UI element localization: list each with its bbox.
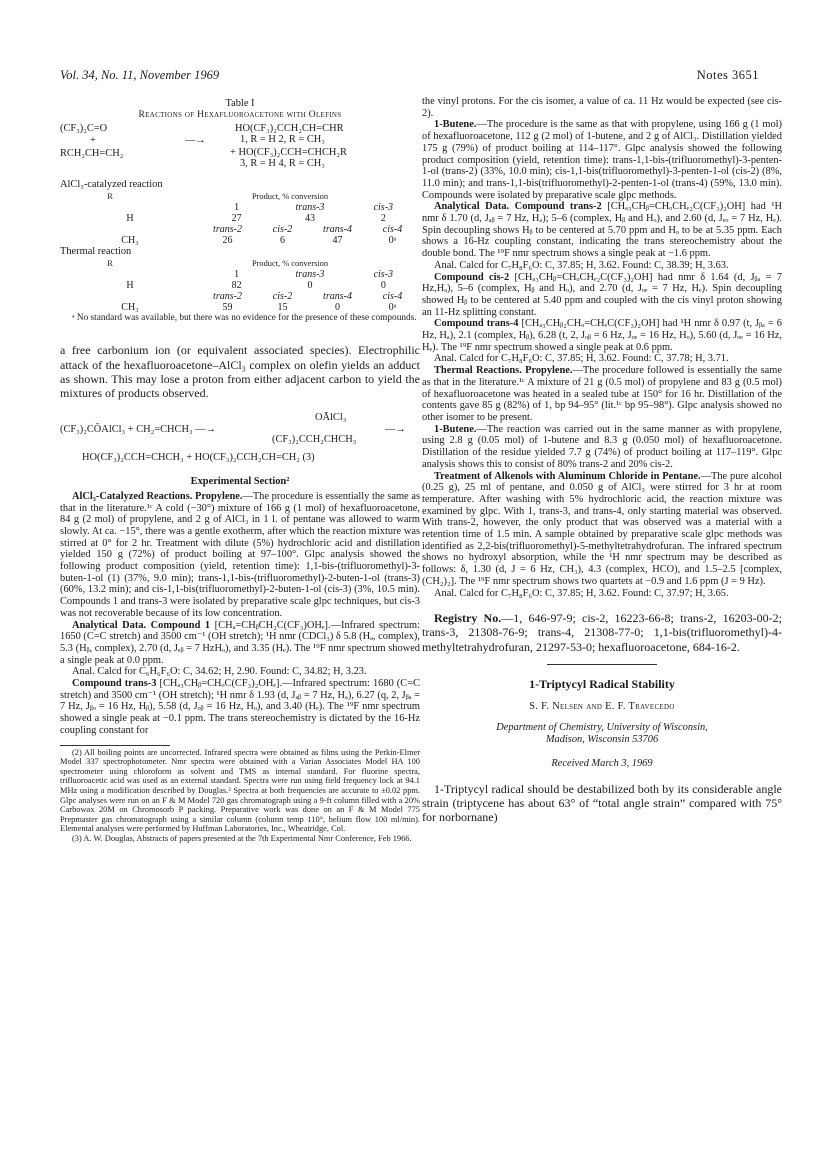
product-1: HO(CF₃)₂CCH₂CH=CHR (235, 123, 344, 135)
article-affiliation: Department of Chemistry, University of Wisconsin, Madison, Wisconsin 53706 (496, 722, 708, 746)
reaction-scheme (60, 121, 420, 179)
cat-ch3-values-row: CH₃ 26 6 47 0ᵃ (121, 235, 397, 247)
anal-furan: Anal. Calcd for C₇H₈F₆O: C, 37.85; H, 3.62. Found: C, 37.97; H, 3.65. (434, 587, 729, 599)
exp-paragraph-1: AlCl₃-Catalyzed Reactions. Propylene.—The procedure is essentially the same as that in the literature.¹ᶜ A cold (−30°) mixture of 166 g (1 mol) of hexafluoroacetone, 84 g (2 mol) of propylene, and 2 g of AlCl₃ in 1 l. of pentane was allowed to warm slowly. At ca. −15°, there was a gentle exotherm, after which the reaction mixture was stirred at 0° for 2 hr. Treatment with dilute (5%) hydrochloric acid and distillation yielded 150 g (72%) of product boiling at 97–100°. Glpc analysis showed the following product composition (yield, retention time): 1,1-bis-(trifluoromethyl)-3-buten-1-ol (1) (37%, 9.0 min); trans-1,1-bis-(trifluoromethyl)-2-buten-1-ol (trans-3)(60%, 13.2 min); and cis-1,1-bis(trifluoromethyl)-2-buten-1-ol (cis-3) (3%, 10.5 min). Compounds 1 and trans-3 were isolated by preparative scale glpc techniques, but cis-3 was not recoverable because of its low concentration. (60, 490, 420, 619)
section-heading: Experimental Section² (190, 476, 290, 488)
registry-numbers: Registry No.—1, 646-97-9; cis-2, 16223-66-8; trans-2, 16203-00-2; trans-3, 21308-76-9; trans-4, 21308-77-0; 1,1-bis(trifluoromethyl)-4-methyltetrahydrofuran, 21297-53-0; hexafluoroacetone, 684-16-2. (422, 611, 782, 654)
exp-paragraph-4: Compound trans-3 [CHₐ₃CHᵦ=CHₒC(CF₃)₂OHₑ].—Infrared spectrum: 1680 (C=C stretch) and 3500 cm⁻¹ (OH stretch); ¹H nmr δ 1.93 (d, Jₐᵦ = 7 Hz, Hₐ), 6.27 (q, 2, Jᵦₐ = 7 Hz, Jᵦₒ = 16 Hz, Hᵦ), 5.58 (d, Jₒᵦ = 16 Hz, Hₒ), and 3.40 (Hₑ). The ¹⁹F nmr spectrum showed a single peak at −0.1 ppm. The trans stereochemistry is dictated by the 16-Hz coupling constant for (60, 678, 420, 736)
running-header-left: Vol. 34, No. 11, November 1969 (60, 68, 220, 82)
reactant-2: RCH₂CH=CH₂ (60, 148, 124, 160)
footnote-rule (60, 745, 170, 746)
th-ch3-head-row: trans-2 cis-2 trans-4 cis-4 (213, 290, 403, 302)
th-ch3-values-row: CH₃ 59 15 0 0ᵃ (121, 301, 397, 313)
cat-ch3-head-row: trans-2 cis-2 trans-4 cis-4 (213, 224, 403, 236)
compound-trans4: Compound trans-4 [CHₐ₃CHᵦ₂CHₒ=CHₑC(CF₃)₂OH] had ¹H nmr δ 0.97 (t, Jᵦₐ = 6 Hz, Hₐ), 2.1 (complex, Hᵦ), 6.28 (t, 2, Jₒᵦ = 6 Hz, Jₒₑ = 16 Hz, Hₒ), 5.60 (d, Jₒₑ = 16 Hz, Hₑ). The ¹⁹F nmr spectrum showed a single peak at 0.6 ppm. (422, 318, 782, 353)
th-h-head-row: 1 trans-3 cis-3 (234, 268, 394, 280)
table-header-row: R Product, % conversion (107, 192, 329, 202)
thermal-label: Thermal reaction (60, 246, 132, 258)
thermal-butene: 1-Butene.—The reaction was carried out in the same manner as with propylene, using 2.8 g (0.05 mol) of 1-butene and 8.3 g (0.050 mol) of hexafluoroacetone. Distillation of the residue yielded 7.7 g (74%) of product boiling at 117–119°. Glpc analysis shows this to consist of 80% trans-2 and 20% cis-2. (422, 423, 782, 470)
equation-3: (CF₃)₂CŌAlCl₃ + CH₂=CHCH₃ —→ OĀlCl₃ (CF₃)₂CCH₂CHCH₃ —→ HO(CF₃)₂CCH=CHCH₃ + HO(CF₃)₂CCH₂CH=CH₂ (3) (60, 412, 406, 464)
product-2: + HO(CF₃)₂CCH=CHCH₂R (230, 147, 347, 159)
analytical-trans2: Analytical Data. Compound trans-2 [CHₐ₃CHᵦ=CHₒCHₑ₂C(CF₃)₂OH] had ¹H nmr δ 1.70 (d, Jₐᵦ = 7 Hz, Hₐ); 5–6 (complex, Hᵦ and Hₒ), and 2.60 (d, Jₑₒ = 7 Hz, Hₑ). Spin decoupling shows Hᵦ to be centered at 5.70 ppm and Hₒ to be at 5.35 ppm. Each shows a 16-Hz coupling constant, indicating the trans stereochemistry about the double bond. The ¹⁹F nmr spectrum shows a single peak at −1.6 ppm. (422, 201, 782, 260)
compound-cis2: Compound cis-2 [CHₐ₃CHᵦ=CHₒCHₑ₂C(CF₃)₂OH] had nmr δ 1.64 (d, Jᵦₐ = 7 Hz,Hₐ), 5–6 (complex, Hᵦ and Hₒ), and 2.70 (d, Jₒₑ = 7 Hz, Hₑ). Spin decoupling showed Hᵦ to be centered at 5.40 ppm and coupled with the cis vinyl proton showing an 11-Hz splitting constant. (422, 271, 782, 318)
running-header-right: Notes 3651 (696, 68, 759, 82)
article-title: 1-Triptycyl Radical Stability (529, 676, 675, 691)
th-h-values-row: H 82 0 0 (126, 279, 386, 291)
table-header-row-2: R Product, % conversion (107, 258, 329, 268)
paragraph-cont: the vinyl protons. For the cis isomer, a value of ca. 11 Hz would be expected (see cis-2). (422, 96, 782, 119)
alkenol-treatment: Treatment of Alkenols with Aluminum Chloride in Pentane.—The pure alcohol (0.25 g), 25 ml of pentane, and 0.050 g of AlCl₃ were stirred for 3 hr at room temperature. After washing with 5% hydrochloric acid, the reaction mixture was examined by glpc. With 1, trans-3, and trans-4, only starting material was observed. With trans-2, however, the only product that was observed was a material with a retention time of 1.5 min. A sample obtained by preparative scale glpc methods was identified as 2,2-bis(trifluoromethyl)-5-methyltetrahydrofuran. The infrared spectrum shows no hydroxyl absorption, while the ¹H nmr spectrum may be described as follows: δ, 1.30 (d, J = 6 Hz, CH₃), 4.3 (complex, HCO), and 1.5–2.5 [complex, (CH₂)₂]. The ¹⁹F nmr spectrum shows two quartets at −0.9 and 1.6 ppm (J = 9 Hz). (422, 470, 782, 587)
table-title: Table I (225, 98, 255, 109)
product-1-labels: 1, R = H 2, R = CH₃ (240, 134, 325, 146)
received-date: Received March 3, 1969 (551, 758, 653, 770)
intro-paragraph: a free carbonium ion (or equivalent associated species). Electrophilic attack of the hexafluoroacetone–AlCl₃ complex on olefin yields an adduct as shown. This may lose a proton from either adjacent carbon to yield the mixtures of products observed. (60, 343, 420, 400)
cat-h-head-row: 1 trans-3 cis-3 (234, 202, 394, 214)
anal-trans2: Anal. Calcd for C₇H₈F₆O: C, 37.85; H, 3.62. Found: C, 38.39; H, 3.63. (434, 259, 729, 271)
exp-paragraph-2: Analytical Data. Compound 1 [CHₐ=CHᵦCH₂C(CF₃)OHₑ].—Infrared spectrum: 1650 (C=C stretch) and 3500 cm⁻¹ (OH stretch); ¹H nmr (CDCl₃) δ 5.8 (Hₐ, complex), 5.3 (Hᵦ, complex), 2.70 (d, Jₑᵦ = 7 HzHₒ), and 3.35 (Hₑ). The ¹⁹F nmr spectrum showed a single peak at 0.0 ppm. (60, 619, 420, 666)
footnote-3: (3) A. W. Douglas, Abstracts of papers presented at the 7th Experimental Nmr Conference, Feb 1966. (72, 833, 412, 843)
catalyzed-label: AlCl₃-catalyzed reaction (60, 179, 163, 191)
thermal-propylene: Thermal Reactions. Propylene.—The procedure followed is essentially the same as that in the literature.¹ᶜ A mixture of 21 g (0.5 mol) of propylene and 83 g (0.5 mol) of hexafluoroacetone was heated in a sealed tube at 150° for 16 hr. Distillation of the contents gave 85 g (82%) of 1, bp 94–95° (lit.¹ᶜ bp 95–98°). Glpc analysis showed no other isomer to be present. (422, 365, 782, 423)
footnote-2: (2) All boiling points are uncorrected. Infrared spectra were obtained as films using the Perkin-Elmer Model 337 spectrophotometer. Nmr spectra were obtained with a Varian Associates Model HA 100 spectrometer using chloroform as solvent and TMS as internal standard. For fluorine spectra, trifluoroacetic acid was used as an external standard. Spectra were run using field frequency lock at 94.1 MHz using a modification described by Douglas.³ Spectra at both frequencies are accurate to ±0.02 ppm. Glpc analyses were run on an F & M Model 720 gas chromatograph using a 9-ft column filled with a 20% Carbowax 20M on Chromosorb P packing. Preparative work was done on an F & M Model 775 Prepmaster gas chromatograph using a similar column (column temp 110°, helium flow 100 ml/min). Elemental analyses were performed by Huffman Laboratories, Inc., Wheatridge, Col. (60, 747, 420, 834)
reactant-1: (CF₃)₂C=O (60, 123, 108, 135)
right-column (422, 96, 782, 825)
anal-trans4: Anal. Calcd for C₇H₈F₆O: C, 37.85; H, 3.62. Found: C, 37.78; H, 3.71. (434, 353, 729, 365)
article-authors: S. F. Nelsen and E. F. Travecedo (529, 700, 675, 712)
left-column (60, 96, 420, 844)
exp-paragraph-3: Anal. Calcd for C₆H₆F₆O: C, 34.62; H, 2.90. Found: C, 34.82; H, 3.23. (72, 666, 367, 678)
plus-sign: + (90, 135, 96, 147)
reaction-arrow: —→ (185, 135, 206, 147)
butene-paragraph: 1-Butene.—The procedure is the same as that with propylene, using 166 g (1 mol) of hexafluoroacetone, 112 g (2 mol) of 1-butene, and 2 g of AlCl₃. Distillation yielded 175 g (79%) of product boiling at 114–117°. Glpc analysis showed the following product composition (yield, retention time): trans-1,1-bis-(trifluoromethyl)-3-penten-1-ol (trans-2) (33%, 10.0 min); cis-1,1-bis(trifluoromethyl)-3-penten-1-ol (cis-2) (8%, 11.0 min); and trans-1,1-bis(trifluoromethyl)-2-penten-1-ol (trans-4) (59%, 13.0 min). Compounds were isolated by preparative scale glpc methods. (422, 119, 782, 201)
article-separator (547, 664, 657, 665)
product-2-labels: 3, R = H 4, R = CH₃ (240, 158, 325, 170)
table-subtitle: Reactions of Hexafluoroacetone with Olefins (138, 109, 342, 120)
table-footnote: ᵃ No standard was available, but there was no evidence for the presence of these compounds. (72, 312, 417, 323)
abstract-start: 1-Triptycyl radical should be destabilized both by its considerable angle strain (triptycene has about 63° of “total angle strain” compared with 75° for norbornane) (422, 781, 782, 825)
cat-h-values-row: H 27 43 2 (126, 213, 386, 225)
